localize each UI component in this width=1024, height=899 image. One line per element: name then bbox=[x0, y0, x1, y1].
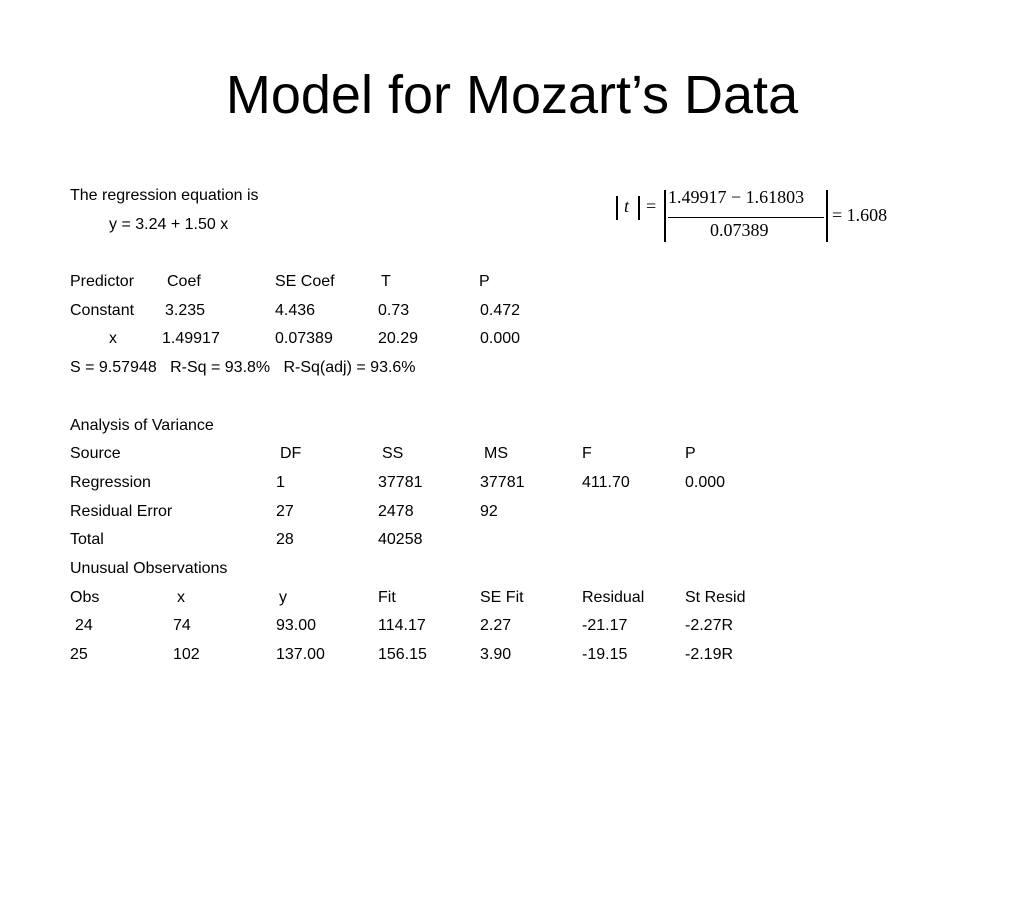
table-cell: 156.15 bbox=[378, 646, 427, 663]
table-cell: 37781 bbox=[378, 473, 423, 491]
table-cell: 114.17 bbox=[378, 617, 426, 635]
table-header-cell: P bbox=[685, 445, 696, 463]
table-cell: 0.000 bbox=[480, 330, 521, 348]
table-row bbox=[70, 526, 423, 555]
table-cell: 92 bbox=[480, 502, 498, 520]
table-cell: x bbox=[109, 330, 117, 348]
table-cell: 37781 bbox=[480, 473, 525, 491]
table-cell: 20.29 bbox=[378, 330, 419, 348]
abs-bar bbox=[664, 190, 666, 242]
table-cell: 74 bbox=[173, 617, 191, 635]
table-cell: 3.90 bbox=[480, 646, 512, 663]
table-cell: 137.00 bbox=[276, 646, 325, 663]
table-cell: 28 bbox=[276, 531, 294, 549]
blank-line bbox=[70, 383, 416, 412]
fit-statistics: S = 9.57948 R-Sq = 93.8% R-Sq(adj) = 93.6% bbox=[70, 359, 416, 377]
formula-result: = 1.608 bbox=[832, 205, 888, 225]
table-cell: 40258 bbox=[378, 531, 423, 549]
table-cell: 24 bbox=[75, 617, 93, 635]
fraction-line bbox=[668, 217, 824, 218]
table-cell: -21.17 bbox=[582, 617, 628, 635]
table-header-cell: T bbox=[381, 273, 391, 291]
table-cell: 27 bbox=[276, 502, 294, 520]
table-cell: 102 bbox=[173, 646, 200, 663]
table-cell: 411.70 bbox=[582, 473, 630, 491]
table-row bbox=[70, 469, 726, 498]
table-cell: 2478 bbox=[378, 502, 414, 520]
abs-bar bbox=[638, 196, 640, 220]
anova-heading: Analysis of Variance bbox=[70, 416, 214, 434]
anova-table-header bbox=[70, 440, 696, 469]
formula-equals: = bbox=[646, 196, 657, 216]
table-cell: Total bbox=[70, 531, 104, 549]
slide-title: Model for Mozart’s Data bbox=[225, 65, 799, 125]
abs-bar bbox=[616, 196, 618, 220]
coef-table-header bbox=[70, 268, 490, 297]
table-header-cell: Residual bbox=[582, 588, 645, 606]
table-cell: 25 bbox=[70, 646, 88, 663]
table-header-cell: St Resid bbox=[685, 588, 746, 606]
table-header-cell: MS bbox=[484, 445, 508, 463]
blank-line bbox=[70, 239, 416, 268]
table-cell: 1.49917 bbox=[162, 330, 220, 348]
table-header-cell: SE Coef bbox=[275, 273, 335, 291]
table-cell: -2.27R bbox=[685, 617, 734, 635]
table-header-cell: y bbox=[279, 588, 287, 606]
table-row bbox=[70, 641, 734, 670]
unusual-table-header bbox=[70, 584, 746, 613]
table-header-cell: P bbox=[479, 273, 490, 291]
formula-variable: t bbox=[624, 196, 630, 216]
table-cell: Constant bbox=[70, 301, 135, 319]
table-header-cell: SS bbox=[382, 445, 404, 463]
regression-heading: The regression equation is bbox=[70, 187, 259, 204]
table-cell: Residual Error bbox=[70, 502, 173, 520]
table-cell: -2.19R bbox=[685, 646, 734, 663]
table-cell: 3.235 bbox=[165, 301, 206, 319]
table-cell: 0.07389 bbox=[275, 330, 333, 348]
table-header-cell: F bbox=[582, 445, 592, 463]
unusual-heading: Unusual Observations bbox=[70, 559, 228, 577]
table-header-cell: DF bbox=[280, 445, 302, 463]
table-header-cell: Fit bbox=[378, 588, 396, 606]
table-cell: 0.000 bbox=[685, 473, 726, 491]
table-cell: 2.27 bbox=[480, 617, 512, 635]
table-cell: 0.472 bbox=[480, 301, 521, 319]
table-cell: Regression bbox=[70, 473, 151, 491]
table-header-cell: x bbox=[177, 588, 185, 606]
table-row bbox=[70, 297, 521, 326]
table-header-cell: Obs bbox=[70, 588, 100, 606]
regression-equation: y = 3.24 + 1.50 x bbox=[109, 215, 229, 233]
table-cell: -19.15 bbox=[582, 646, 628, 663]
formula-numerator: 1.49917 − 1.61803 bbox=[668, 187, 805, 207]
table-header-cell: Predictor bbox=[70, 273, 135, 291]
abs-bar bbox=[826, 190, 828, 242]
table-cell: 4.436 bbox=[275, 301, 316, 319]
table-header-cell: SE Fit bbox=[480, 588, 524, 606]
table-cell: 0.73 bbox=[378, 301, 410, 319]
table-header-cell: Coef bbox=[167, 273, 201, 291]
formula-denominator: 0.07389 bbox=[710, 220, 769, 240]
table-cell: 1 bbox=[276, 473, 285, 491]
table-header-cell: Source bbox=[70, 445, 121, 463]
table-cell: 93.00 bbox=[276, 617, 317, 635]
table-row bbox=[70, 498, 498, 527]
table-row bbox=[70, 325, 521, 354]
table-row bbox=[70, 612, 734, 641]
